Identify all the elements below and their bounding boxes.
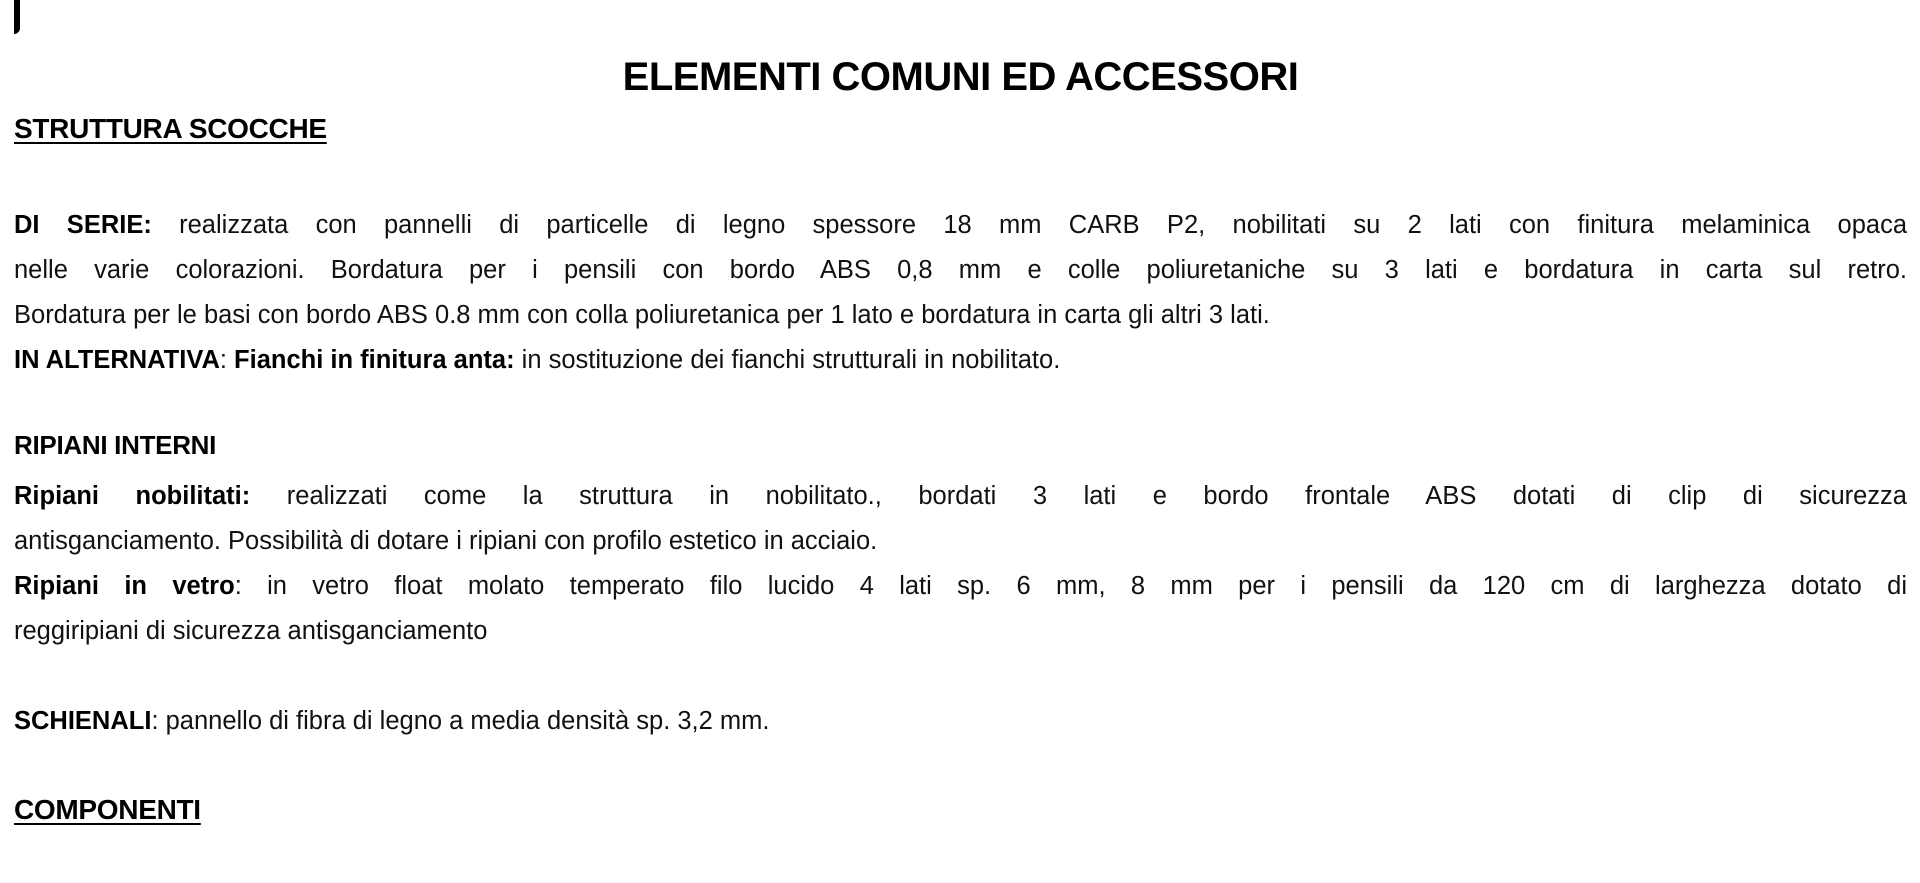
schienali-label: SCHIENALI	[14, 707, 152, 735]
ripiani-nobilitati-line-2: antisganciamento. Possibilità di dotare i ripiani con profilo estetico in acciaio.	[14, 527, 878, 555]
paragraph-schienali	[14, 699, 1907, 744]
fianchi-label: Fianchi in finitura anta:	[234, 346, 515, 374]
di-serie-line-2: nelle varie colorazioni. Bordatura per i pensili con bordo ABS 0,8 mm e colle poliuretaniche su 3 lati e bordatura in carta sul retro.	[14, 256, 1907, 284]
di-serie-label: DI SERIE:	[14, 211, 152, 239]
ripiani-vetro-text-1: : in vetro float molato temperato filo lucido 4 lati sp. 6 mm, 8 mm per i pensili da 120 cm di larghezza dotato di	[234, 572, 1907, 600]
di-serie-line-1	[14, 203, 1907, 248]
schienali-text: : pannello di fibra di legno a media densità sp. 3,2 mm.	[151, 707, 770, 735]
in-alternativa-label: IN ALTERNATIVA	[14, 346, 220, 374]
ripiani-nobilitati-label: Ripiani nobilitati:	[14, 482, 251, 510]
page-corner-mark	[14, 0, 20, 34]
document-page	[14, 0, 1907, 883]
heading-componenti: COMPONENTI	[14, 794, 201, 825]
ripiani-vetro-line-2: reggiripiani di sicurezza antisganciamento	[14, 617, 488, 645]
document-title: ELEMENTI COMUNI ED ACCESSORI	[622, 55, 1299, 99]
in-alternativa-text: in sostituzione dei fianchi strutturali in nobilitato.	[514, 346, 1061, 374]
di-serie-text-1: realizzata con pannelli di particelle di legno spessore 18 mm CARB P2, nobilitati su 2 lati con finitura melaminica opaca	[151, 211, 1907, 239]
schienali-line	[14, 699, 1907, 744]
heading-struttura-scocche: STRUTTURA SCOCCHE	[14, 113, 327, 144]
ripiani-vetro-line-1	[14, 564, 1907, 609]
in-alternativa-line	[14, 338, 1907, 383]
heading-ripiani-interni: RIPIANI INTERNI	[14, 430, 217, 460]
di-serie-line-3: Bordatura per le basi con bordo ABS 0.8 mm con colla poliuretanica per 1 lato e bordatura in carta gli altri 3 lati.	[14, 301, 1270, 329]
paragraph-di-serie	[14, 203, 1907, 383]
ripiani-vetro-label: Ripiani in vetro	[14, 572, 235, 600]
ripiani-nobilitati-text-1: realizzati come la struttura in nobilitato., bordati 3 lati e bordo frontale ABS dotati di clip di sicurezza	[250, 482, 1907, 510]
ripiani-nobilitati-line-1	[14, 474, 1907, 519]
paragraph-ripiani	[14, 474, 1907, 654]
in-alternativa-sep: :	[219, 346, 235, 374]
